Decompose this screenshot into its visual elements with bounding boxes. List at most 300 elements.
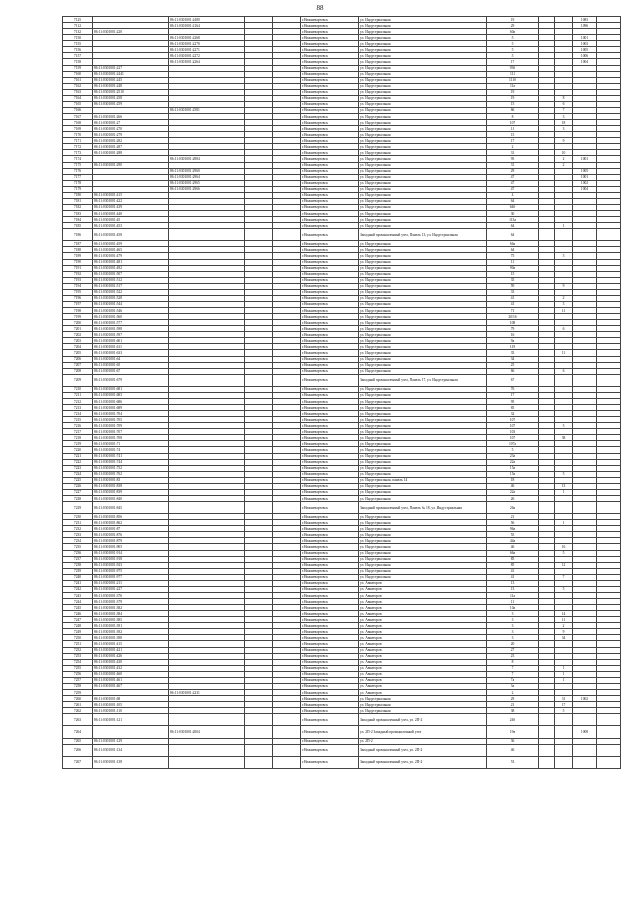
- building-number-cell: 18: [555, 120, 573, 126]
- empty-cell: [597, 374, 621, 386]
- house-number-cell: 17: [487, 392, 539, 398]
- empty-cell: [273, 726, 301, 738]
- table-row: [63, 756, 621, 768]
- house-number-cell: 26: [487, 495, 539, 501]
- table-row: [63, 726, 621, 738]
- street-cell: ул. Индустриальная: [359, 483, 487, 489]
- row-number: 7177: [63, 174, 93, 180]
- house-number-cell: 71: [487, 308, 539, 314]
- building-number-cell: 1: [555, 671, 573, 677]
- cadastral-number-land: 86:11:0301001:87: [93, 526, 169, 532]
- street-cell: ул. Авиаторов: [359, 683, 487, 689]
- empty-cell: [273, 756, 301, 768]
- cadastral-number-building: 86:11:0301001:2272: [169, 53, 245, 59]
- cadastral-number-building: 86:11:0301001:2960: [169, 168, 245, 174]
- house-number-cell: 95: [487, 156, 539, 162]
- cadastral-number-land: 86:11:0301001:633: [93, 350, 169, 356]
- city-cell: г.Нижневартовск: [301, 217, 359, 223]
- row-number: 7150: [63, 35, 93, 41]
- house-number-cell: 3: [487, 611, 539, 617]
- row-number: 7199: [63, 314, 93, 320]
- row-number: 7159: [63, 65, 93, 71]
- cadastral-number-building: 86:11:0301001:2271: [169, 47, 245, 53]
- street-cell: ул. Индустриальная: [359, 538, 487, 544]
- street-cell: ул. Индустриальная: [359, 253, 487, 259]
- house-number-cell: 7: [487, 671, 539, 677]
- house-number-cell: 30: [487, 211, 539, 217]
- cadastral-number-building: 86:11:0301001:2268: [169, 35, 245, 41]
- premises-number-cell: 1002: [573, 696, 597, 702]
- building-number-cell: 1: [555, 677, 573, 683]
- row-number: 7215: [63, 417, 93, 423]
- cadastral-number-land: 86:11:0301001:683: [93, 392, 169, 398]
- street-cell: ул. Индустриальная: [359, 326, 487, 332]
- city-cell: г.Нижневартовск: [301, 314, 359, 320]
- empty-cell: [245, 756, 273, 768]
- cadastral-number-land: 86:11:0301001:923: [93, 562, 169, 568]
- street-cell: ул. Индустриальная: [359, 447, 487, 453]
- row-number: 7132: [63, 29, 93, 35]
- row-number: 7237: [63, 556, 93, 562]
- empty-cell: [539, 229, 555, 241]
- city-cell: г.Нижневартовск: [301, 526, 359, 532]
- row-number: 7190: [63, 259, 93, 265]
- row-number: 7265: [63, 738, 93, 744]
- building-number-cell: 1: [555, 665, 573, 671]
- row-number: 7217: [63, 429, 93, 435]
- row-number: 7240: [63, 574, 93, 580]
- premises-number-cell: 1005: [573, 168, 597, 174]
- street-cell: ул. Индустриальная: [359, 465, 487, 471]
- house-number-cell: 64: [487, 223, 539, 229]
- city-cell: г.Нижневартовск: [301, 308, 359, 314]
- row-number: 7219: [63, 441, 93, 447]
- house-number-cell: 41: [487, 301, 539, 307]
- house-number-cell: 17: [487, 59, 539, 65]
- city-cell: г.Нижневартовск: [301, 350, 359, 356]
- city-cell: г.Нижневартовск: [301, 186, 359, 192]
- city-cell: г.Нижневартовск: [301, 696, 359, 702]
- street-cell: ул. Индустриальная: [359, 459, 487, 465]
- row-number: 7253: [63, 653, 93, 659]
- house-number-cell: 26а: [487, 502, 539, 514]
- row-number: 7244: [63, 599, 93, 605]
- street-cell: ул. Индустриальная: [359, 156, 487, 162]
- house-number-cell: 15: [487, 132, 539, 138]
- row-number: 7163: [63, 89, 93, 95]
- street-cell: ул. Авиаторов: [359, 653, 487, 659]
- premises-number-cell: 1006: [573, 53, 597, 59]
- cadastral-number-land: 86:11:0301001:415: [93, 641, 169, 647]
- house-number-cell: 76: [487, 386, 539, 392]
- city-cell: г.Нижневартовск: [301, 277, 359, 283]
- house-number-cell: 3: [487, 629, 539, 635]
- cadastral-number-land: 86:11:0301001:68: [93, 696, 169, 702]
- cadastral-number-building: 86:11:0301001:2231: [169, 689, 245, 695]
- row-number: 7224: [63, 471, 93, 477]
- house-number-cell: 15а: [487, 465, 539, 471]
- house-number-cell: 11а: [487, 592, 539, 598]
- row-number: 7125: [63, 17, 93, 23]
- house-number-cell: 15а: [487, 471, 539, 477]
- house-number-cell: 53: [487, 756, 539, 768]
- city-cell: г.Нижневартовск: [301, 756, 359, 768]
- city-cell: г.Нижневартовск: [301, 289, 359, 295]
- house-number-cell: 41: [487, 568, 539, 574]
- row-number: 7179: [63, 186, 93, 192]
- street-cell: ул. Индустриальная: [359, 120, 487, 126]
- empty-cell: [597, 502, 621, 514]
- street-cell: ул. Индустриальная: [359, 144, 487, 150]
- cadastral-number-land: 86:11:0301001:67: [93, 368, 169, 374]
- house-number-cell: 7: [487, 665, 539, 671]
- building-number-cell: 11: [555, 308, 573, 314]
- city-cell: г.Нижневартовск: [301, 247, 359, 253]
- cadastral-number-land: 86:11:0301001:422: [93, 198, 169, 204]
- row-number: 7164: [63, 95, 93, 101]
- cadastral-number-land: 86:11:0301001:975: [93, 568, 169, 574]
- city-cell: г.Нижневартовск: [301, 465, 359, 471]
- city-cell: г.Нижневартовск: [301, 223, 359, 229]
- house-number-cell: 67: [487, 374, 539, 386]
- premises-number-cell: [573, 756, 597, 768]
- cadastral-number-land: 86:11:0301001:512: [93, 277, 169, 283]
- house-number-cell: 46: [487, 744, 539, 756]
- house-number-cell: 35: [487, 350, 539, 356]
- street-cell: ул. Индустриальная: [359, 350, 487, 356]
- building-number-cell: 12: [555, 562, 573, 568]
- cadastral-number-land: 86:11:0301001:220: [93, 29, 169, 35]
- cadastral-number-land: 86:11:0301001:914: [93, 550, 169, 556]
- row-number: 7259: [63, 689, 93, 695]
- table-row: [63, 229, 621, 241]
- row-number: 7261: [63, 702, 93, 708]
- street-cell: ул. Индустриальная: [359, 405, 487, 411]
- house-number-cell: 107: [487, 435, 539, 441]
- city-cell: г.Нижневартовск: [301, 368, 359, 374]
- cadastral-number-land: 86:11:0301001:258: [93, 95, 169, 101]
- city-cell: г.Нижневартовск: [301, 362, 359, 368]
- building-number-cell: 2: [555, 623, 573, 629]
- city-cell: г.Нижневартовск: [301, 441, 359, 447]
- table-row: [63, 502, 621, 514]
- house-number-cell: 5: [487, 47, 539, 53]
- premises-number-cell: [573, 374, 597, 386]
- cadastral-number-land: 86:11:0301001:110: [93, 708, 169, 714]
- premises-number-cell: 1008: [573, 726, 597, 738]
- row-number: 7226: [63, 483, 93, 489]
- row-number: 7230: [63, 514, 93, 520]
- row-number: 7195: [63, 289, 93, 295]
- street-cell: ул. Индустриальная: [359, 429, 487, 435]
- city-cell: г.Нижневартовск: [301, 344, 359, 350]
- city-cell: г.Нижневартовск: [301, 459, 359, 465]
- city-cell: г.Нижневартовск: [301, 429, 359, 435]
- cadastral-number-land: 86:11:0301001:522: [93, 289, 169, 295]
- premises-number-cell: 1005: [573, 47, 597, 53]
- cadastral-number-land: 86:11:0301001:611: [93, 344, 169, 350]
- city-cell: г.Нижневартовск: [301, 41, 359, 47]
- cadastral-number-land: 86:11:0301001:83: [93, 477, 169, 483]
- row-number: 7233: [63, 532, 93, 538]
- street-cell: ул. Индустриальная: [359, 217, 487, 223]
- building-number-cell: 1: [555, 489, 573, 495]
- house-number-cell: 31: [487, 162, 539, 168]
- street-cell: Западный промышленный узел, Панель 17, ул. Индустриальная: [359, 374, 487, 386]
- street-cell: ул. Индустриальная: [359, 192, 487, 198]
- row-number: 7201: [63, 326, 93, 332]
- cadastral-number-land: 86:11:0301001:459: [93, 241, 169, 247]
- city-cell: г.Нижневартовск: [301, 35, 359, 41]
- row-number: 7213: [63, 405, 93, 411]
- house-number-cell: 13: [487, 586, 539, 592]
- house-number-cell: 4: [487, 192, 539, 198]
- cadastral-number-land: 86:11:0301001:879: [93, 538, 169, 544]
- building-number-cell: 5: [555, 253, 573, 259]
- building-number-cell: 6: [555, 368, 573, 374]
- street-cell: ул. Индустриальная: [359, 138, 487, 144]
- cadastral-number-land: 86:11:0301001:507: [93, 271, 169, 277]
- house-number-cell: 59: [487, 283, 539, 289]
- city-cell: г.Нижневартовск: [301, 101, 359, 107]
- street-cell: ул. Индустриальная: [359, 435, 487, 441]
- house-number-cell: 2: [487, 689, 539, 695]
- street-cell: Западный промышленный узел, Панель 13, ул. Индустриальная: [359, 229, 487, 241]
- house-number-cell: 15: [487, 271, 539, 277]
- street-cell: ул. Индустриальная: [359, 362, 487, 368]
- city-cell: г.Нижневартовск: [301, 162, 359, 168]
- city-cell: г.Нижневартовск: [301, 744, 359, 756]
- cadastral-number-land: 86:11:0301001:546: [93, 308, 169, 314]
- row-number: 7232: [63, 526, 93, 532]
- street-cell: ул. Индустриальная: [359, 453, 487, 459]
- register-table: [62, 16, 621, 769]
- city-cell: г.Нижневартовск: [301, 386, 359, 392]
- row-number: 7197: [63, 301, 93, 307]
- cadastral-number-land: 86:11:0301001:560: [93, 314, 169, 320]
- cadastral-number-land: 86:11:0301001:681: [93, 386, 169, 392]
- house-number-cell: 85: [487, 405, 539, 411]
- street-cell: ул. Индустриальная: [359, 204, 487, 210]
- city-cell: г.Нижневартовск: [301, 107, 359, 113]
- house-number-cell: 10а: [487, 605, 539, 611]
- cadastral-number-land: 86:11:0301001:227: [93, 586, 169, 592]
- row-number: 7252: [63, 647, 93, 653]
- street-cell: ул. Индустриальная: [359, 417, 487, 423]
- house-number-cell: 96а: [487, 526, 539, 532]
- house-number-cell: 108: [487, 320, 539, 326]
- city-cell: г.Нижневартовск: [301, 653, 359, 659]
- row-number: 7214: [63, 411, 93, 417]
- house-number-cell: 60а: [487, 29, 539, 35]
- street-cell: ул. Индустриальная: [359, 489, 487, 495]
- city-cell: г.Нижневартовск: [301, 477, 359, 483]
- row-number: 7202: [63, 332, 93, 338]
- row-number: 7172: [63, 144, 93, 150]
- street-cell: Западный промышленный узел, Панель № 18, ул. Индустриальная: [359, 502, 487, 514]
- house-number-cell: 24б: [487, 714, 539, 726]
- street-cell: ул. Индустриальная: [359, 356, 487, 362]
- house-number-cell: 32: [487, 411, 539, 417]
- row-number: 7156: [63, 47, 93, 53]
- row-number: 7250: [63, 635, 93, 641]
- empty-cell: [273, 374, 301, 386]
- row-number: 7249: [63, 629, 93, 635]
- city-cell: г.Нижневартовск: [301, 489, 359, 495]
- building-number-cell: [555, 502, 573, 514]
- city-cell: г.Нижневартовск: [301, 53, 359, 59]
- street-cell: ул. Индустриальная: [359, 398, 487, 404]
- city-cell: г.Нижневартовск: [301, 23, 359, 29]
- row-number: 7220: [63, 447, 93, 453]
- street-cell: ул. Авиаторов: [359, 647, 487, 653]
- row-number: 7238: [63, 562, 93, 568]
- street-cell: ул. Индустриальная: [359, 259, 487, 265]
- city-cell: г.Нижневартовск: [301, 89, 359, 95]
- row-number: 7183: [63, 211, 93, 217]
- street-cell: ул. Индустриальная: [359, 47, 487, 53]
- premises-number-cell: 1001: [573, 156, 597, 162]
- house-number-cell: 47: [487, 180, 539, 186]
- cadastral-number-land: 86:11:0301001:385: [93, 617, 169, 623]
- city-cell: г.Нижневартовск: [301, 126, 359, 132]
- house-number-cell: 46: [487, 544, 539, 550]
- city-cell: г.Нижневартовск: [301, 192, 359, 198]
- cadastral-number-land: 86:11:0301001:517: [93, 283, 169, 289]
- city-cell: г.Нижневартовск: [301, 502, 359, 514]
- street-cell: ул. Авиаторов: [359, 689, 487, 695]
- house-number-cell: 9а: [487, 338, 539, 344]
- building-number-cell: 17: [555, 702, 573, 708]
- city-cell: г.Нижневартовск: [301, 150, 359, 156]
- cadastral-number-land: 86:11:0301001:2510: [93, 89, 169, 95]
- street-cell: ул. Авиаторов: [359, 605, 487, 611]
- cadastral-number-land: 86:11:0301001:918: [93, 556, 169, 562]
- row-number: 7223: [63, 465, 93, 471]
- street-cell: ул. Индустриальная: [359, 544, 487, 550]
- cadastral-number-land: 86:11:0301001:74: [93, 447, 169, 453]
- house-number-cell: 66: [487, 107, 539, 113]
- row-number: 7229: [63, 502, 93, 514]
- street-cell: ул. Индустриальная: [359, 471, 487, 477]
- table-row: [63, 374, 621, 386]
- empty-cell: [273, 744, 301, 756]
- row-number: 7166: [63, 107, 93, 113]
- cadastral-number-building: 86:11:0301001:2480: [169, 17, 245, 23]
- street-cell: ул. Индустриальная: [359, 702, 487, 708]
- cadastral-number-land: 86:11:0301001:105: [93, 702, 169, 708]
- cadastral-number-land: 86:11:0301001:465: [93, 247, 169, 253]
- house-number-cell: 19: [487, 89, 539, 95]
- city-cell: г.Нижневартовск: [301, 629, 359, 635]
- building-number-cell: 1: [555, 520, 573, 526]
- cadastral-number-land: 86:11:0301001:384: [93, 611, 169, 617]
- building-number-cell: 8: [555, 95, 573, 101]
- building-number-cell: 7: [555, 107, 573, 113]
- building-number-cell: 5: [555, 423, 573, 429]
- house-number-cell: 3а: [487, 683, 539, 689]
- row-number: 7198: [63, 308, 93, 314]
- premises-number-cell: 1004: [573, 186, 597, 192]
- city-cell: г.Нижневартовск: [301, 423, 359, 429]
- house-number-cell: 22а: [487, 459, 539, 465]
- row-number: 7171: [63, 138, 93, 144]
- city-cell: г.Нижневартовск: [301, 338, 359, 344]
- row-number: 7236: [63, 550, 93, 556]
- city-cell: г.Нижневартовск: [301, 83, 359, 89]
- premises-number-cell: [573, 744, 597, 756]
- cadastral-number-land: 86:11:0301001:461: [93, 677, 169, 683]
- cadastral-number-land: 86:11:0301001:288: [93, 150, 169, 156]
- house-number-cell: 21: [487, 514, 539, 520]
- cadastral-number-land: 86:11:0301001:744: [93, 459, 169, 465]
- city-cell: г.Нижневартовск: [301, 65, 359, 71]
- street-cell: ул. Индустриальная: [359, 423, 487, 429]
- cadastral-number-land: 86:11:0301001:227: [93, 65, 169, 71]
- city-cell: г.Нижневартовск: [301, 574, 359, 580]
- city-cell: г.Нижневартовск: [301, 229, 359, 241]
- street-cell: ул. Индустриальная: [359, 532, 487, 538]
- cadastral-number-land: 86:11:0301001:45: [93, 217, 169, 223]
- city-cell: г.Нижневартовск: [301, 332, 359, 338]
- building-number-cell: [555, 726, 573, 738]
- street-cell: Западный промышленный узел, ул. 2П-2: [359, 714, 487, 726]
- building-number-cell: 2: [555, 295, 573, 301]
- city-cell: г.Нижневартовск: [301, 47, 359, 53]
- row-number: 7248: [63, 623, 93, 629]
- city-cell: г.Нижневартовск: [301, 301, 359, 307]
- house-number-cell: 41: [487, 295, 539, 301]
- cadastral-number-land: 86:11:0301001:460: [93, 671, 169, 677]
- row-number: 7189: [63, 253, 93, 259]
- house-number-cell: 19: [487, 95, 539, 101]
- house-number-cell: 111б: [487, 77, 539, 83]
- city-cell: г.Нижневартовск: [301, 271, 359, 277]
- table-row: [63, 714, 621, 726]
- city-cell: г.Нижневартовск: [301, 580, 359, 586]
- empty-cell: [539, 502, 555, 514]
- cadastral-number-building: 86:11:0301001:2964: [169, 174, 245, 180]
- row-number: 7196: [63, 295, 93, 301]
- row-number: 7222: [63, 459, 93, 465]
- premises-number-cell: 1001: [573, 174, 597, 180]
- cadastral-number-building: [169, 502, 245, 514]
- row-number: 7255: [63, 665, 93, 671]
- city-cell: г.Нижневартовск: [301, 647, 359, 653]
- street-cell: ул. Индустриальная: [359, 89, 487, 95]
- city-cell: г.Нижневартовск: [301, 295, 359, 301]
- house-number-cell: 2: [487, 144, 539, 150]
- row-number: 7194: [63, 283, 93, 289]
- cadastral-number-land: 86:11:0301001:248: [93, 83, 169, 89]
- city-cell: г.Нижневартовск: [301, 174, 359, 180]
- street-cell: ул. Индустриальная: [359, 368, 487, 374]
- cadastral-number-land: 86:11:0301001:597: [93, 332, 169, 338]
- house-number-cell: 90а: [487, 265, 539, 271]
- city-cell: г.Нижневартовск: [301, 211, 359, 217]
- cadastral-number-building: [169, 744, 245, 756]
- house-number-cell: 64: [487, 247, 539, 253]
- row-number: 7173: [63, 150, 93, 156]
- street-cell: ул. Индустриальная: [359, 301, 487, 307]
- city-cell: г.Нижневартовск: [301, 738, 359, 744]
- street-cell: ул. Индустриальная: [359, 150, 487, 156]
- premises-number-cell: [573, 229, 597, 241]
- city-cell: г.Нижневартовск: [301, 623, 359, 629]
- street-cell: ул. Индустриальная: [359, 198, 487, 204]
- street-cell: ул. Авиаторов: [359, 611, 487, 617]
- row-number: 7167: [63, 114, 93, 120]
